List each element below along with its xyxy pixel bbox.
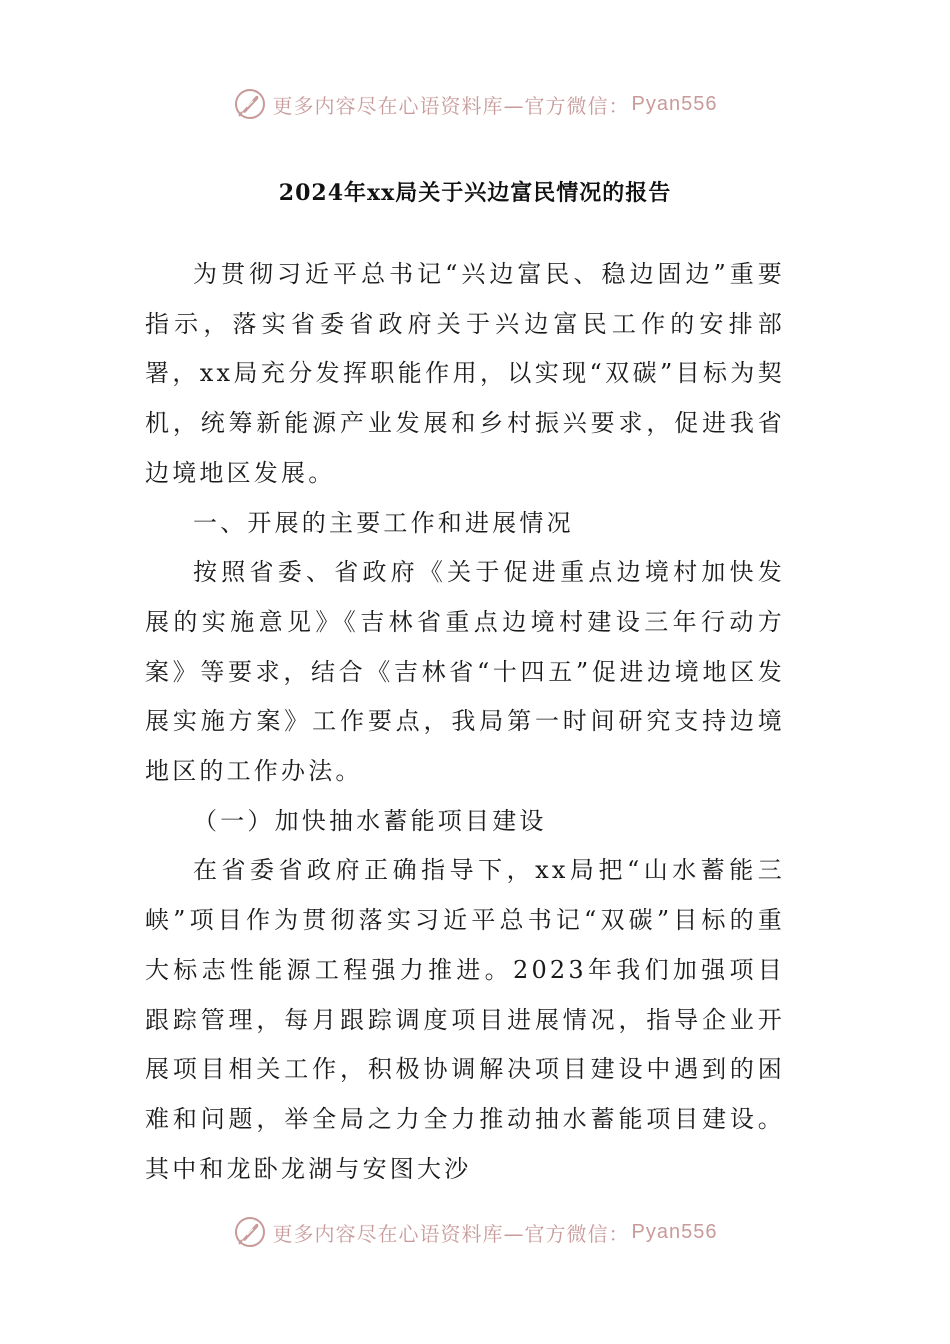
document-title: 2024年xx局关于兴边富民情况的报告: [278, 180, 672, 206]
section-heading-1: 一、开展的主要工作和进展情况: [193, 508, 574, 537]
paragraph-subsection-1: 在省委省政府正确指导下，xx局把“山水蓄能三峡”项目作为贯彻落实习近平总书记“双碳”目标的重大标志性能源工程强力推进。2023年我们加强项目跟踪管理，每月跟踪调度项目进展情况，指导企业开展项目相关工作，积极协调解决项目建设中遇到的困难和问题，举全局之力全力推动抽水蓄能项目建设。其中和龙卧龙湖与安图大沙: [145, 856, 785, 1183]
subsection-heading-1: （一）加快抽水蓄能项目建设: [193, 806, 547, 835]
paragraph-intro: 为贯彻习近平总书记“兴边富民、稳边固边”重要指示，落实省委省政府关于兴边富民工作的安排部署，xx局充分发挥职能作用，以实现“双碳”目标为契机，统筹新能源产业发展和乡村振兴要求，促进我省边境地区发展。: [145, 260, 785, 487]
feather-pen-logo-icon: [233, 1215, 267, 1249]
header-watermark-banner: [0, 84, 950, 124]
banner-text: 更多内容尽在心语资料库—官方微信：: [272, 1221, 630, 1246]
banner-wechat-id: Pyan556: [631, 1220, 718, 1243]
document-body: [145, 250, 785, 1194]
paragraph-section-1: 按照省委、省政府《关于促进重点边境村加快发展的实施意见》《吉林省重点边境村建设三年行动方案》等要求，结合《吉林省“十四五”促进边境地区发展实施方案》工作要点，我局第一时间研究支持边境地区的工作办法。: [145, 558, 785, 786]
feather-pen-logo-icon: [233, 87, 267, 121]
banner-text: 更多内容尽在心语资料库—官方微信：: [272, 93, 630, 118]
banner-wechat-id: Pyan556: [631, 92, 718, 115]
footer-watermark-banner: [0, 1212, 950, 1252]
